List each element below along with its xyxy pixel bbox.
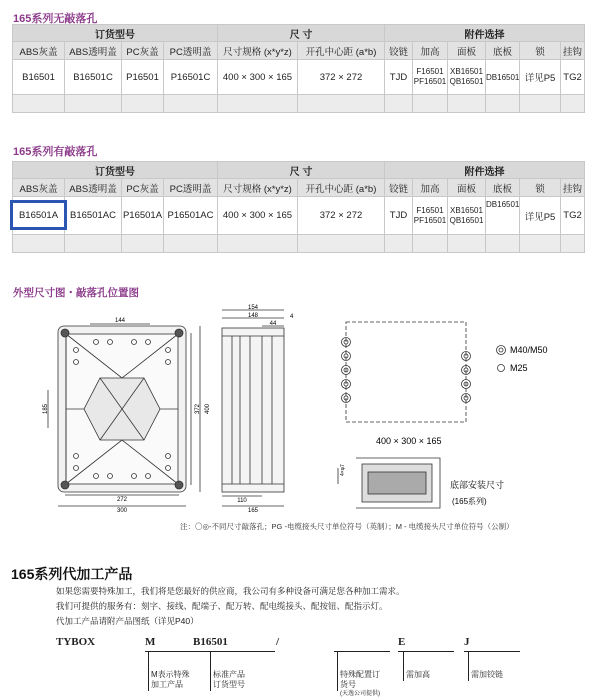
dim-400: 400 [205,403,211,415]
mount-detail [338,458,440,508]
code-tybox: TYBOX [56,636,96,648]
legend-m40: M40/M50 [510,345,548,355]
code-j: J [464,636,470,648]
underline-b [193,651,275,652]
label-e: 需加高 [406,670,430,679]
header-order-no: 订货型号 [13,162,218,179]
line-special [337,651,338,691]
header-size: 尺 寸 [218,162,385,179]
side-view [222,310,284,506]
col-raise: 加高 [413,42,448,60]
line-m [148,651,149,691]
col-panel: 面板 [448,42,486,60]
col-lock: 锁 [520,42,561,60]
underline-j [464,651,520,652]
panel-2: QB16501 [449,77,484,86]
table-row-blank [13,235,585,253]
label-b: 标准产品 订货型号 [213,670,245,689]
raise-1: F16501 [416,67,444,76]
underline-special [334,651,390,652]
knockout-layout [342,322,506,422]
col-abs-clear: ABS透明盖 [65,179,122,197]
header-accessories: 附件选择 [385,162,585,179]
panel-1: XB16501 [450,67,483,76]
code-e: E [398,636,406,648]
col-abs-gray: ABS灰盖 [13,42,65,60]
cell-abs-gray[interactable]: B16501A [13,197,65,235]
label-special: 特殊配置订 货号 (天逸公司提供) [340,670,380,697]
dim-185: 185 [43,403,49,415]
col-hole: 开孔中心距 (a*b) [298,42,385,60]
cell-hook: TG2 [561,60,585,95]
cell-bottom: DB16501 [486,197,520,235]
panel-1: XB16501 [450,205,483,215]
cell-hinge: TJD [385,197,413,235]
col-raise: 加高 [413,179,448,197]
cell-bottom: DB16501 [486,60,520,95]
raise-2: PF16501 [413,215,447,225]
cell-spec: 400 × 300 × 165 [218,60,298,95]
cell-hole: 372 × 272 [298,60,385,95]
size-label: 400 × 300 × 165 [376,436,442,446]
cell-raise [413,197,448,235]
dim-372: 372 [195,403,201,415]
dimension-drawing [0,298,593,520]
dim-272: 272 [116,497,128,503]
oem-title: 165系列代加工产品 [11,566,133,582]
legend-m25: M25 [510,363,528,373]
section1-title: 165系列无敲落孔 [13,13,98,25]
raise-1: F16501 [416,205,444,215]
col-pc-gray: PC灰盖 [122,179,164,197]
cell-abs-clear: B16501C [65,60,122,95]
table-row [13,197,585,235]
col-abs-gray: ABS灰盖 [13,179,65,197]
cell-pc-gray: P16501 [122,60,164,95]
cell-spec: 400 × 300 × 165 [218,197,298,235]
label-m: M表示特殊 加工产品 [151,670,190,689]
line-j [468,651,469,681]
table-row [13,60,585,95]
raise-2: PF16501 [413,77,447,86]
col-hinge: 铰链 [385,179,413,197]
front-view [48,324,200,506]
mount-label: 底部安装尺寸 [450,480,505,490]
col-hinge: 铰链 [385,42,413,60]
cell-pc-gray: P16501A [122,197,164,235]
table-row-blank [13,95,585,113]
dim-4x7: 4×φ7 [340,464,346,476]
cell-panel [448,197,486,235]
cell-abs-gray: B16501 [13,60,65,95]
cell-panel [448,60,486,95]
col-hook: 挂钩 [561,42,585,60]
oem-line-3: 代加工产品请附产品图纸（详见P40） [56,616,199,626]
dim-110: 110 [237,498,247,504]
col-pc-gray: PC灰盖 [122,42,164,60]
col-bottom: 底板 [486,42,520,60]
cell-lock: 详见P5 [520,197,561,235]
oem-line-2: 我们可提供的服务有：刻字、接线、配端子、配万转、配电缆接头、配按钮、配指示灯。 [56,601,388,611]
line-e [403,651,404,681]
header-accessories: 附件选择 [385,25,585,42]
col-abs-clear: ABS透明盖 [65,42,122,60]
col-hole: 开孔中心距 (a*b) [298,179,385,197]
drawing-title: 外型尺寸图・敲落孔位置图 [13,287,139,299]
cell-hinge: TJD [385,60,413,95]
cell-pc-clear: P16501AC [164,197,218,235]
label-j: 需加铰链 [471,670,503,679]
panel-2: QB16501 [449,215,484,225]
drawing-note: 注：〇◎-不同尺寸敲落孔；PG -电缆接头尺寸单位符号（英制）；M - 电缆接头尺寸单位符号（公制） [180,522,514,531]
dim-300: 300 [116,508,128,514]
cell-pc-clear: P16501C [164,60,218,95]
dim-144: 144 [114,318,126,324]
dim-165: 165 [247,508,259,514]
dim-154: 154 [247,305,259,311]
section2-title: 165系列有敲落孔 [13,146,98,158]
header-order-no: 订货型号 [13,25,218,42]
col-spec: 尺寸规格 (x*y*z) [218,42,298,60]
cell-abs-clear: B16501AC [65,197,122,235]
dim-4: 4 [290,314,294,320]
selection-highlight [10,200,67,230]
dim-148: 148 [247,313,259,319]
col-hook: 挂钩 [561,179,585,197]
underline-e [398,651,454,652]
cell-raise [413,60,448,95]
line-b [210,651,211,691]
col-lock: 锁 [520,179,561,197]
oem-line-1: 如果您需要特殊加工，我们将是您最好的供应商，我公司有多种设备可满足您各种加工需求。 [56,586,405,596]
mount-sub: (165系列) [452,497,487,506]
col-bottom: 底板 [486,179,520,197]
col-spec: 尺寸规格 (x*y*z) [218,179,298,197]
code-b: B16501 [193,636,228,648]
product-table-knockout [12,161,585,253]
col-pc-clear: PC透明盖 [164,179,218,197]
code-m: M [145,636,156,648]
product-table-no-knockout [12,24,585,113]
cell-lock: 详见P5 [520,60,561,95]
header-size: 尺 寸 [218,25,385,42]
col-panel: 面板 [448,179,486,197]
cell-hole: 372 × 272 [298,197,385,235]
code-slash: / [276,636,280,648]
dim-44: 44 [269,321,277,327]
cell-hook: TG2 [561,197,585,235]
col-pc-clear: PC透明盖 [164,42,218,60]
